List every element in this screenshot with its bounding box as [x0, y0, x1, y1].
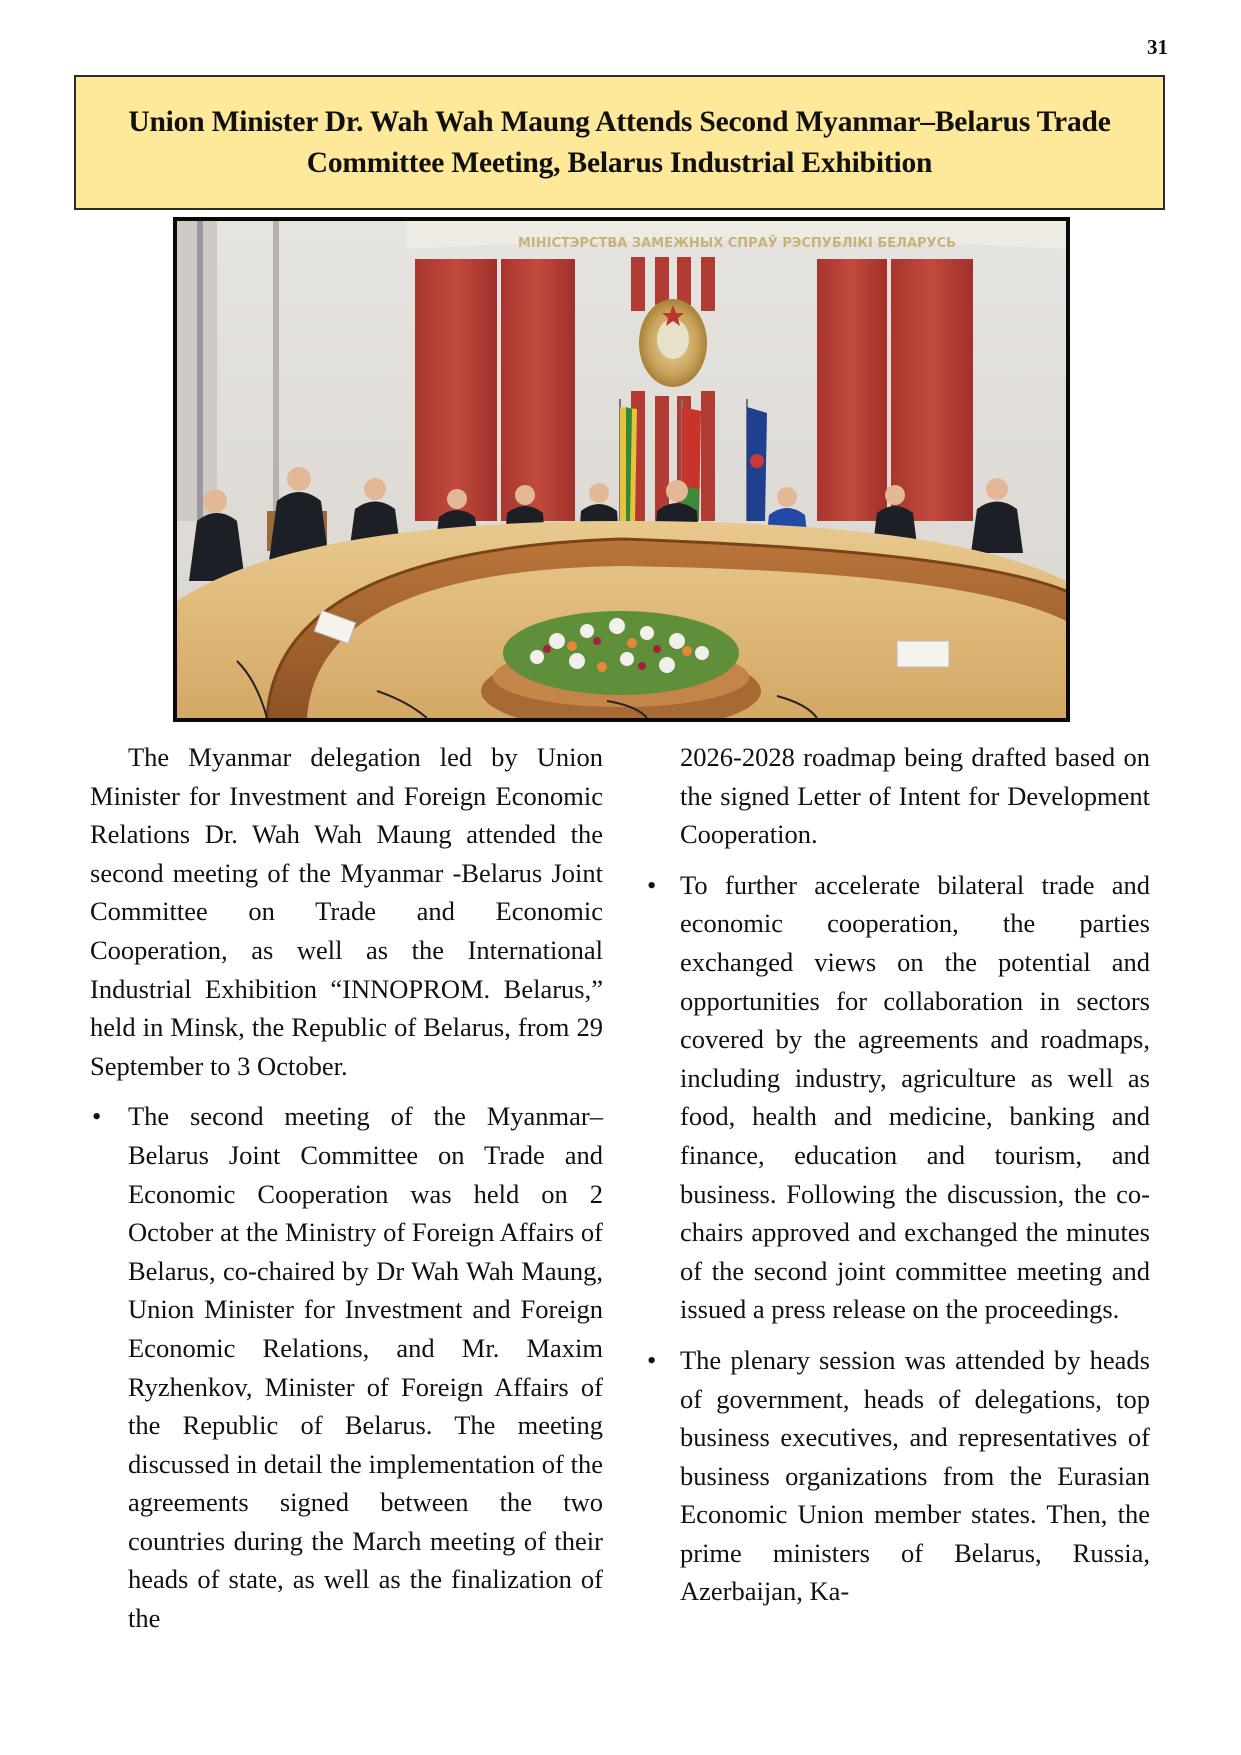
bullet-item-3	[647, 1341, 1150, 1611]
meeting-photo	[173, 217, 1070, 722]
bullet-text-1-continued: 2026-2028 roadmap being drafted based on the signed Letter of Intent for Development Cooperation.	[680, 742, 1150, 850]
bullet-icon: •	[647, 869, 657, 900]
left-column	[90, 738, 603, 1638]
bullet-item-1	[90, 1097, 603, 1637]
bullet-text-2: To further accelerate bilateral trade and economic cooperation, the parties exchanged views on the potential and opportunities for collaboration in sectors covered by the agreements and roadmaps, including industry, agriculture as well as food, health and medicine, banking and finance, education and tourism, and business. Following the discussion, the co-chairs approved and exchanged the minutes of the second joint committee meeting and issued a press release on the proceedings.	[680, 869, 1150, 1325]
article-title-line-1: Union Minister Dr. Wah Wah Maung Attends Second Myanmar–Belarus Trade	[128, 105, 1111, 138]
article-title	[128, 102, 1110, 184]
meeting-photo-illustration	[177, 221, 1066, 718]
bullet-icon: •	[92, 1101, 102, 1132]
wall-sign-text: МІНІСТЭРСТВА ЗАМЕЖНЫХ СПРАЎ РЭСПУБЛІКІ БЕЛАРУСЬ	[517, 236, 957, 251]
article-title-banner	[74, 75, 1165, 210]
article-title-line-2: Committee Meeting, Belarus Industrial Exhibition	[306, 146, 933, 179]
bullet-icon: •	[647, 1344, 657, 1375]
page-number: 31	[1147, 35, 1168, 59]
bullet-text-1: The second meeting of the Myanmar–Belarus Joint Committee on Trade and Economic Cooperation was held on 2 October at the Ministry of Foreign Affairs of Belarus, co-chaired by Dr Wah Wah Maung, Union Minister for Investment and Foreign Economic Relations, and Mr. Maxim Ryzhenkov, Minister of Foreign Affairs of the Republic of Belarus. The meeting discussed in detail the implementation of the agreements signed between the two countries during the March meeting of their heads of state, as well as the finalization of the	[128, 1101, 603, 1634]
intro-paragraph: The Myanmar delegation led by Union Minister for Investment and Foreign Economic Relations Dr. Wah Wah Maung attended the second meeting of the Myanmar -Belarus Joint Committee on Trade and Economic Cooperation, as well as the International Industrial Exhibition “INNOPROM. Belarus,” held in Minsk, the Republic of Belarus, from 29 September to 3 October.	[90, 742, 603, 1081]
right-column	[647, 738, 1150, 1611]
bullet-item-2	[647, 866, 1150, 1329]
bullet-text-3: The plenary session was attended by heads of government, heads of delegations, top business executives, and representatives of business organizations from the Eurasian Economic Union member states. Then, the prime ministers of Belarus, Russia, Azerbaijan, Ka-	[680, 1344, 1150, 1607]
flower-arrangement	[503, 611, 739, 695]
